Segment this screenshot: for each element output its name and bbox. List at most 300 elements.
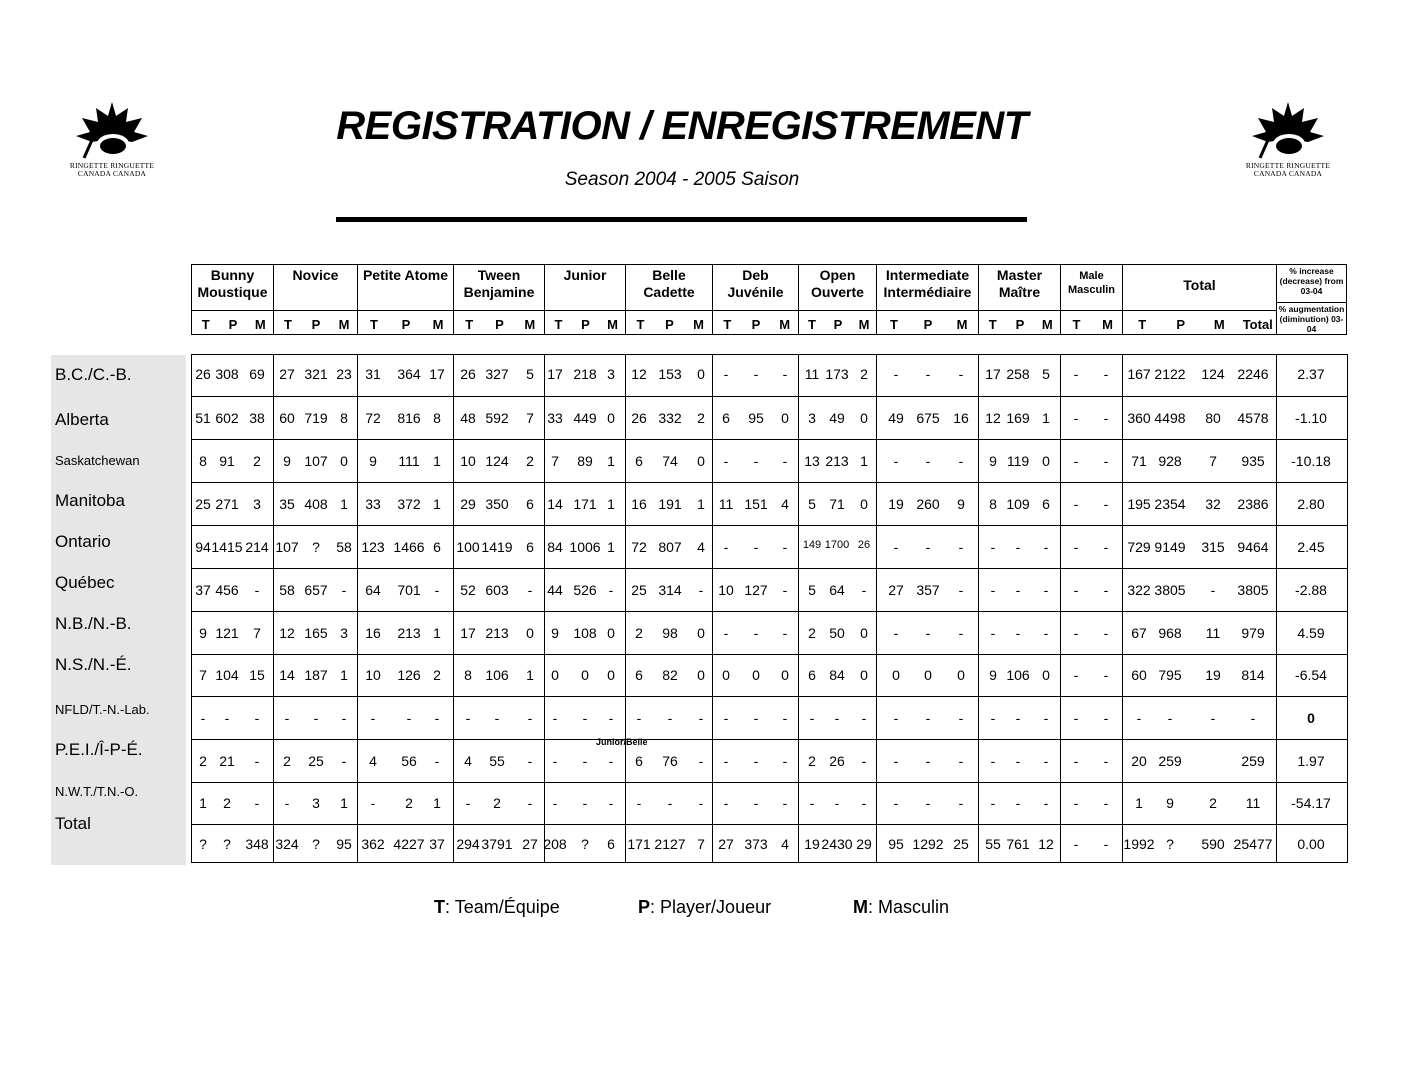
table-cell: - [723,452,729,469]
table-cell: 1 [860,452,868,469]
province-label: B.C./C.-B. [55,365,132,384]
table-cell: 5 [1042,366,1050,382]
table-cell: - [608,752,614,769]
table-cell: 1 [607,495,615,512]
table-cell: 979 [1241,624,1265,641]
sub-header-row [454,310,544,335]
table-cell: 14 [547,495,563,512]
column-group-name: Bunny Moustique [197,267,268,300]
table-cell: 95 [888,835,904,852]
table-cell: 208 [543,835,567,852]
sub-header-row [877,310,978,335]
table-cell: 2 [253,452,261,469]
table-cell: - [1103,624,1109,641]
table-cell: 408 [304,495,328,512]
table-cell: 761 [1006,835,1030,852]
table-cell: 3805 [1237,581,1269,598]
table-cell: 12 [279,624,295,641]
table-cell: 327 [485,366,509,382]
sub-header-row [799,310,876,335]
table-cell: - [284,795,290,811]
table-cell: 7 [697,835,705,852]
column-group-1 [273,264,358,335]
legend-key: T [434,897,445,917]
table-cell: 675 [916,409,940,426]
table-cell: 0 [781,667,789,683]
table-cell: 0 [1307,709,1315,726]
table-cell: - [465,709,471,726]
column-group-3 [453,264,545,335]
table-cell: - [1015,624,1021,641]
table-cell: 2 [283,752,291,769]
table-cell: 26 [829,752,845,769]
table-row [191,396,1347,440]
table-cell: 0 [551,667,559,683]
sub-header-label: T [808,317,816,332]
table-cell: 55 [489,752,505,769]
column-group-7 [798,264,877,335]
table-cell: - [861,709,867,726]
table-cell: 195 [1127,495,1151,512]
table-cell: 0 [860,409,868,426]
province-label: N.W.T./T.N.-O. [55,784,139,799]
sub-header-label: P [1176,317,1186,332]
table-cell: 7 [253,624,261,641]
table-cell: 7 [551,452,559,469]
table-cell: - [1043,538,1049,555]
table-cell: - [925,452,931,469]
table-cell: 1292 [912,835,944,852]
table-cell: 100 [456,538,480,555]
table-cell: 64 [365,581,381,598]
table-cell: - [782,366,788,382]
column-group-5 [625,264,713,335]
table-cell: 701 [397,581,421,598]
table-cell: 0 [340,452,348,469]
table-cell: 15 [249,667,265,683]
table-cell: 592 [485,409,509,426]
sub-header-label: M [1041,317,1053,332]
table-cell: 324 [275,835,299,852]
table-cell: 17 [429,366,445,382]
table-cell: ? [581,835,589,852]
table-row [191,525,1347,569]
table-cell: - [861,581,867,598]
table-cell: 25 [195,495,211,512]
table-cell: 58 [336,538,352,555]
table-cell: 25477 [1233,835,1273,852]
table-cell: - [434,581,440,598]
table-cell: - [893,752,899,769]
table-cell: 72 [631,538,647,555]
table-cell: 126 [397,667,421,683]
table-cell: 0 [697,667,705,683]
table-cell: 2 [493,795,501,811]
table-cell: 603 [485,581,509,598]
table-cell: 357 [916,581,940,598]
table-cell: - [582,752,588,769]
table-cell: 108 [573,624,597,641]
table-cell: 171 [627,835,651,852]
table-cell: 3 [312,795,320,811]
sub-header-label: M [607,317,618,332]
table-cell: - [1210,581,1216,598]
table-cell: 10 [365,667,381,683]
sub-header-label: M [779,317,791,332]
sub-header-label: P [228,317,238,332]
table-cell: - [782,795,788,811]
table-cell: - [1210,709,1216,726]
column-group-name: Total [1183,277,1216,293]
table-cell: 1415 [211,538,243,555]
table-row [191,696,1347,740]
table-row [191,739,1347,783]
junior-belle-note: Junior/Belle [596,737,648,747]
table-cell: - [723,366,729,382]
sub-header-label: P [923,317,933,332]
table-cell: 928 [1158,452,1182,469]
table-cell: 6 [607,835,615,852]
table-cell: 1 [340,667,348,683]
table-cell: 364 [397,366,421,382]
table-cell: 56 [401,752,417,769]
table-cell: - [1103,795,1109,811]
table-cell: 19 [888,495,904,512]
table-cell: 0 [860,667,868,683]
table-cell: 1 [433,452,441,469]
table-cell: - [809,709,815,726]
table-cell: 6 [433,538,441,555]
sub-header-label: T [723,317,732,332]
table-cell: 6 [635,452,643,469]
table-cell: 2 [223,795,231,811]
sub-header-label: M [432,317,444,332]
province-label: P.E.I./Î-P-É. [55,740,143,759]
table-cell: 214 [245,538,269,555]
sub-header-row [192,310,273,335]
table-cell: - [667,709,673,726]
sub-header-label: M [338,317,350,332]
column-group-name: Belle Cadette [643,267,695,300]
table-cell: 373 [744,835,768,852]
table-cell: 657 [304,581,328,598]
table-cell: - [834,795,840,811]
table-cell: - [782,581,788,598]
table-cell: 1 [697,495,705,512]
table-cell: 2122 [1154,366,1186,382]
table-cell: - [1103,409,1109,426]
table-cell: 213 [485,624,509,641]
table-cell: 1 [433,795,441,811]
table-cell: - [527,581,533,598]
table-cell: 9 [551,624,559,641]
table-header [191,264,1347,336]
table-cell: - [552,795,558,811]
column-group-2 [357,264,454,335]
pct-header-bottom: % augmentation (diminution) 03-04 [1278,304,1345,334]
province-label: Saskatchewan [55,453,140,468]
column-group-0 [191,264,274,335]
table-cell: 729 [1127,538,1151,555]
table-cell: 26 [857,538,871,551]
table-cell: - [753,538,759,555]
table-cell: - [1073,366,1079,382]
table-cell: 33 [547,409,563,426]
table-cell: - [958,624,964,641]
table-cell: - [925,538,931,555]
table-cell: - [753,624,759,641]
table-cell: 362 [361,835,385,852]
table-cell: 16 [631,495,647,512]
table-cell: 2 [1209,795,1217,811]
sub-header-row [626,310,712,335]
table-cell: 12 [1038,835,1054,852]
table-cell: 72 [365,409,381,426]
column-group-name: Junior [563,267,607,283]
table-cell: 123 [361,538,385,555]
table-cell: - [925,366,931,382]
table-cell: - [582,709,588,726]
table-cell: - [527,795,533,811]
table-cell: 173 [825,366,849,382]
table-cell: - [667,795,673,811]
column-group-name: Intermediate Intermédiaire [883,267,972,300]
table-cell: 165 [304,624,328,641]
sub-header-label: T [201,317,210,332]
table-cell: - [1103,667,1109,683]
table-cell: 26 [631,409,647,426]
table-cell: - [753,709,759,726]
table-cell: 106 [1006,667,1030,683]
table-cell: 80 [1205,409,1221,426]
table-cell: 0 [697,452,705,469]
column-group-name: Deb Juvénile [727,267,784,300]
table-cell: 1700 [824,538,850,551]
sub-header-label: T [1138,317,1147,332]
table-cell: 58 [279,581,295,598]
table-cell: 449 [573,409,597,426]
table-cell: 55 [985,835,1001,852]
province-label: NFLD/T.-N.-Lab. [55,702,150,717]
table-cell: 6 [722,409,730,426]
table-cell: 0 [781,409,789,426]
table-cell: 816 [397,409,421,426]
table-cell: 271 [215,495,239,512]
table-cell: 3 [340,624,348,641]
table-cell: 0 [860,624,868,641]
column-group-name: Novice [292,267,339,283]
logo-right [1228,100,1348,185]
table-cell: 0 [892,667,900,683]
table-cell: 6 [808,667,816,683]
sub-header-label: T [890,317,898,332]
sub-header-label: M [956,317,968,332]
sub-header-label: T [636,317,645,332]
table-cell: 1 [526,667,534,683]
table-cell: 1 [607,452,615,469]
table-cell: 4578 [1237,409,1269,426]
table-cell: -6.54 [1295,667,1327,683]
table-cell: 1 [433,624,441,641]
logo-text-line2: CANADA CANADA [77,169,147,178]
sub-header-row [713,310,798,335]
table-cell: 25 [953,835,969,852]
column-group-name: Petite Atome [362,267,449,283]
table-cell: 1 [1135,795,1143,811]
table-cell: 7 [1209,452,1217,469]
sub-header-label: M [858,317,870,332]
table-cell: 19 [804,835,820,852]
legend-item [853,897,949,918]
table-cell: 2 [860,366,868,382]
column-group-name: Tween Benjamine [463,267,535,300]
table-cell: 372 [397,495,421,512]
table-cell: 8 [433,409,441,426]
table-cell: 25 [631,581,647,598]
table-cell: - [1250,709,1256,726]
table-cell: 350 [485,495,509,512]
table-cell: 187 [304,667,328,683]
table-cell: - [1103,835,1109,852]
table-cell: 322 [1127,581,1151,598]
table-cell: - [370,795,376,811]
table-cell: 308 [215,366,239,382]
table-cell: 602 [215,409,239,426]
table-cell: 13 [804,452,820,469]
table-cell: - [861,795,867,811]
table-cell: 9 [369,452,377,469]
table-cell: - [893,624,899,641]
table-cell: - [782,709,788,726]
table-cell: 82 [662,667,678,683]
table-cell: 1 [199,795,207,811]
table-cell: - [893,795,899,811]
season-subtitle: Season 2004 - 2005 Saison [564,169,800,190]
table-cell: ? [312,538,320,555]
sub-header-label: M [693,317,704,332]
sub-header-label: P [751,317,761,332]
sub-header-label: M [254,317,266,332]
table-cell: 2 [808,624,816,641]
table-cell: - [698,752,704,769]
table-cell: 37 [195,581,211,598]
table-cell: - [782,452,788,469]
table-cell: 332 [658,409,682,426]
table-cell: 6 [526,538,534,555]
table-cell: 27 [888,581,904,598]
table-cell: 10 [718,581,734,598]
pct-change-header [1276,264,1347,335]
table-cell: 213 [397,624,421,641]
table-row [191,482,1347,526]
table-cell: -1.10 [1295,409,1327,426]
column-group-6 [712,264,799,335]
table-cell: 213 [825,452,849,469]
table-cell: 71 [829,495,845,512]
sub-header-row [274,310,357,335]
legend-separator: : [445,897,455,917]
table-cell: 50 [829,624,845,641]
table-cell: - [254,709,260,726]
table-cell: - [254,752,260,769]
column-group-8 [876,264,979,335]
table-cell: - [782,752,788,769]
table-cell: 314 [658,581,682,598]
table-cell: ? [1166,835,1174,852]
table-cell: 315 [1201,538,1225,555]
table-cell: 17 [460,624,476,641]
table-cell: ? [223,835,231,852]
table-cell: 2 [808,752,816,769]
table-cell: - [990,752,996,769]
table-cell: 4227 [393,835,425,852]
table-cell: - [1103,366,1109,382]
table-cell: 5 [808,495,816,512]
table-cell: 9 [989,452,997,469]
table-cell: - [925,795,931,811]
table-cell: 104 [215,667,239,683]
table-row [191,654,1347,697]
table-cell: - [834,709,840,726]
table-cell: 121 [215,624,239,641]
table-cell: 259 [1241,752,1265,769]
table-cell: 2386 [1237,495,1269,512]
table-cell: - [224,709,230,726]
sub-header-label: M [524,317,536,332]
table-cell: 1466 [393,538,425,555]
table-cell: 98 [662,624,678,641]
table-cell: 526 [573,581,597,598]
table-cell: 60 [279,409,295,426]
table-cell: 16 [953,409,969,426]
table-cell: 0 [752,667,760,683]
table-cell: - [1103,538,1109,555]
legend-text: Team/Équipe [454,897,560,917]
table-cell: 6 [526,495,534,512]
table-cell: - [723,795,729,811]
sub-header-label: Total [1242,317,1273,332]
table-cell: 807 [658,538,682,555]
table-cell: - [958,366,964,382]
sub-header-row [358,310,453,335]
table-cell: 20 [1131,752,1147,769]
table-cell: 91 [219,452,235,469]
table-cell: - [1073,495,1079,512]
legend-separator: : [868,897,879,917]
table-cell: - [1043,624,1049,641]
table-cell: 109 [1006,495,1030,512]
table-cell: - [753,752,759,769]
table-cell: 348 [245,835,269,852]
table-cell: 3791 [481,835,513,852]
column-group-4 [544,264,626,335]
table-cell: 2.45 [1297,538,1325,555]
table-cell: 171 [573,495,597,512]
table-cell: - [698,581,704,598]
table-cell: - [990,538,996,555]
table-cell: - [925,752,931,769]
table-cell: - [782,538,788,555]
table-cell: -54.17 [1291,795,1331,811]
column-group-name: Master Maître [996,267,1043,300]
sub-header-label: P [1015,317,1025,332]
table-cell: - [341,752,347,769]
table-cell: - [284,709,290,726]
table-cell: - [1073,409,1079,426]
logo-text-line1: RINGETTE RINGUETTE [69,161,155,170]
table-cell: - [1103,495,1109,512]
table-cell: - [552,752,558,769]
